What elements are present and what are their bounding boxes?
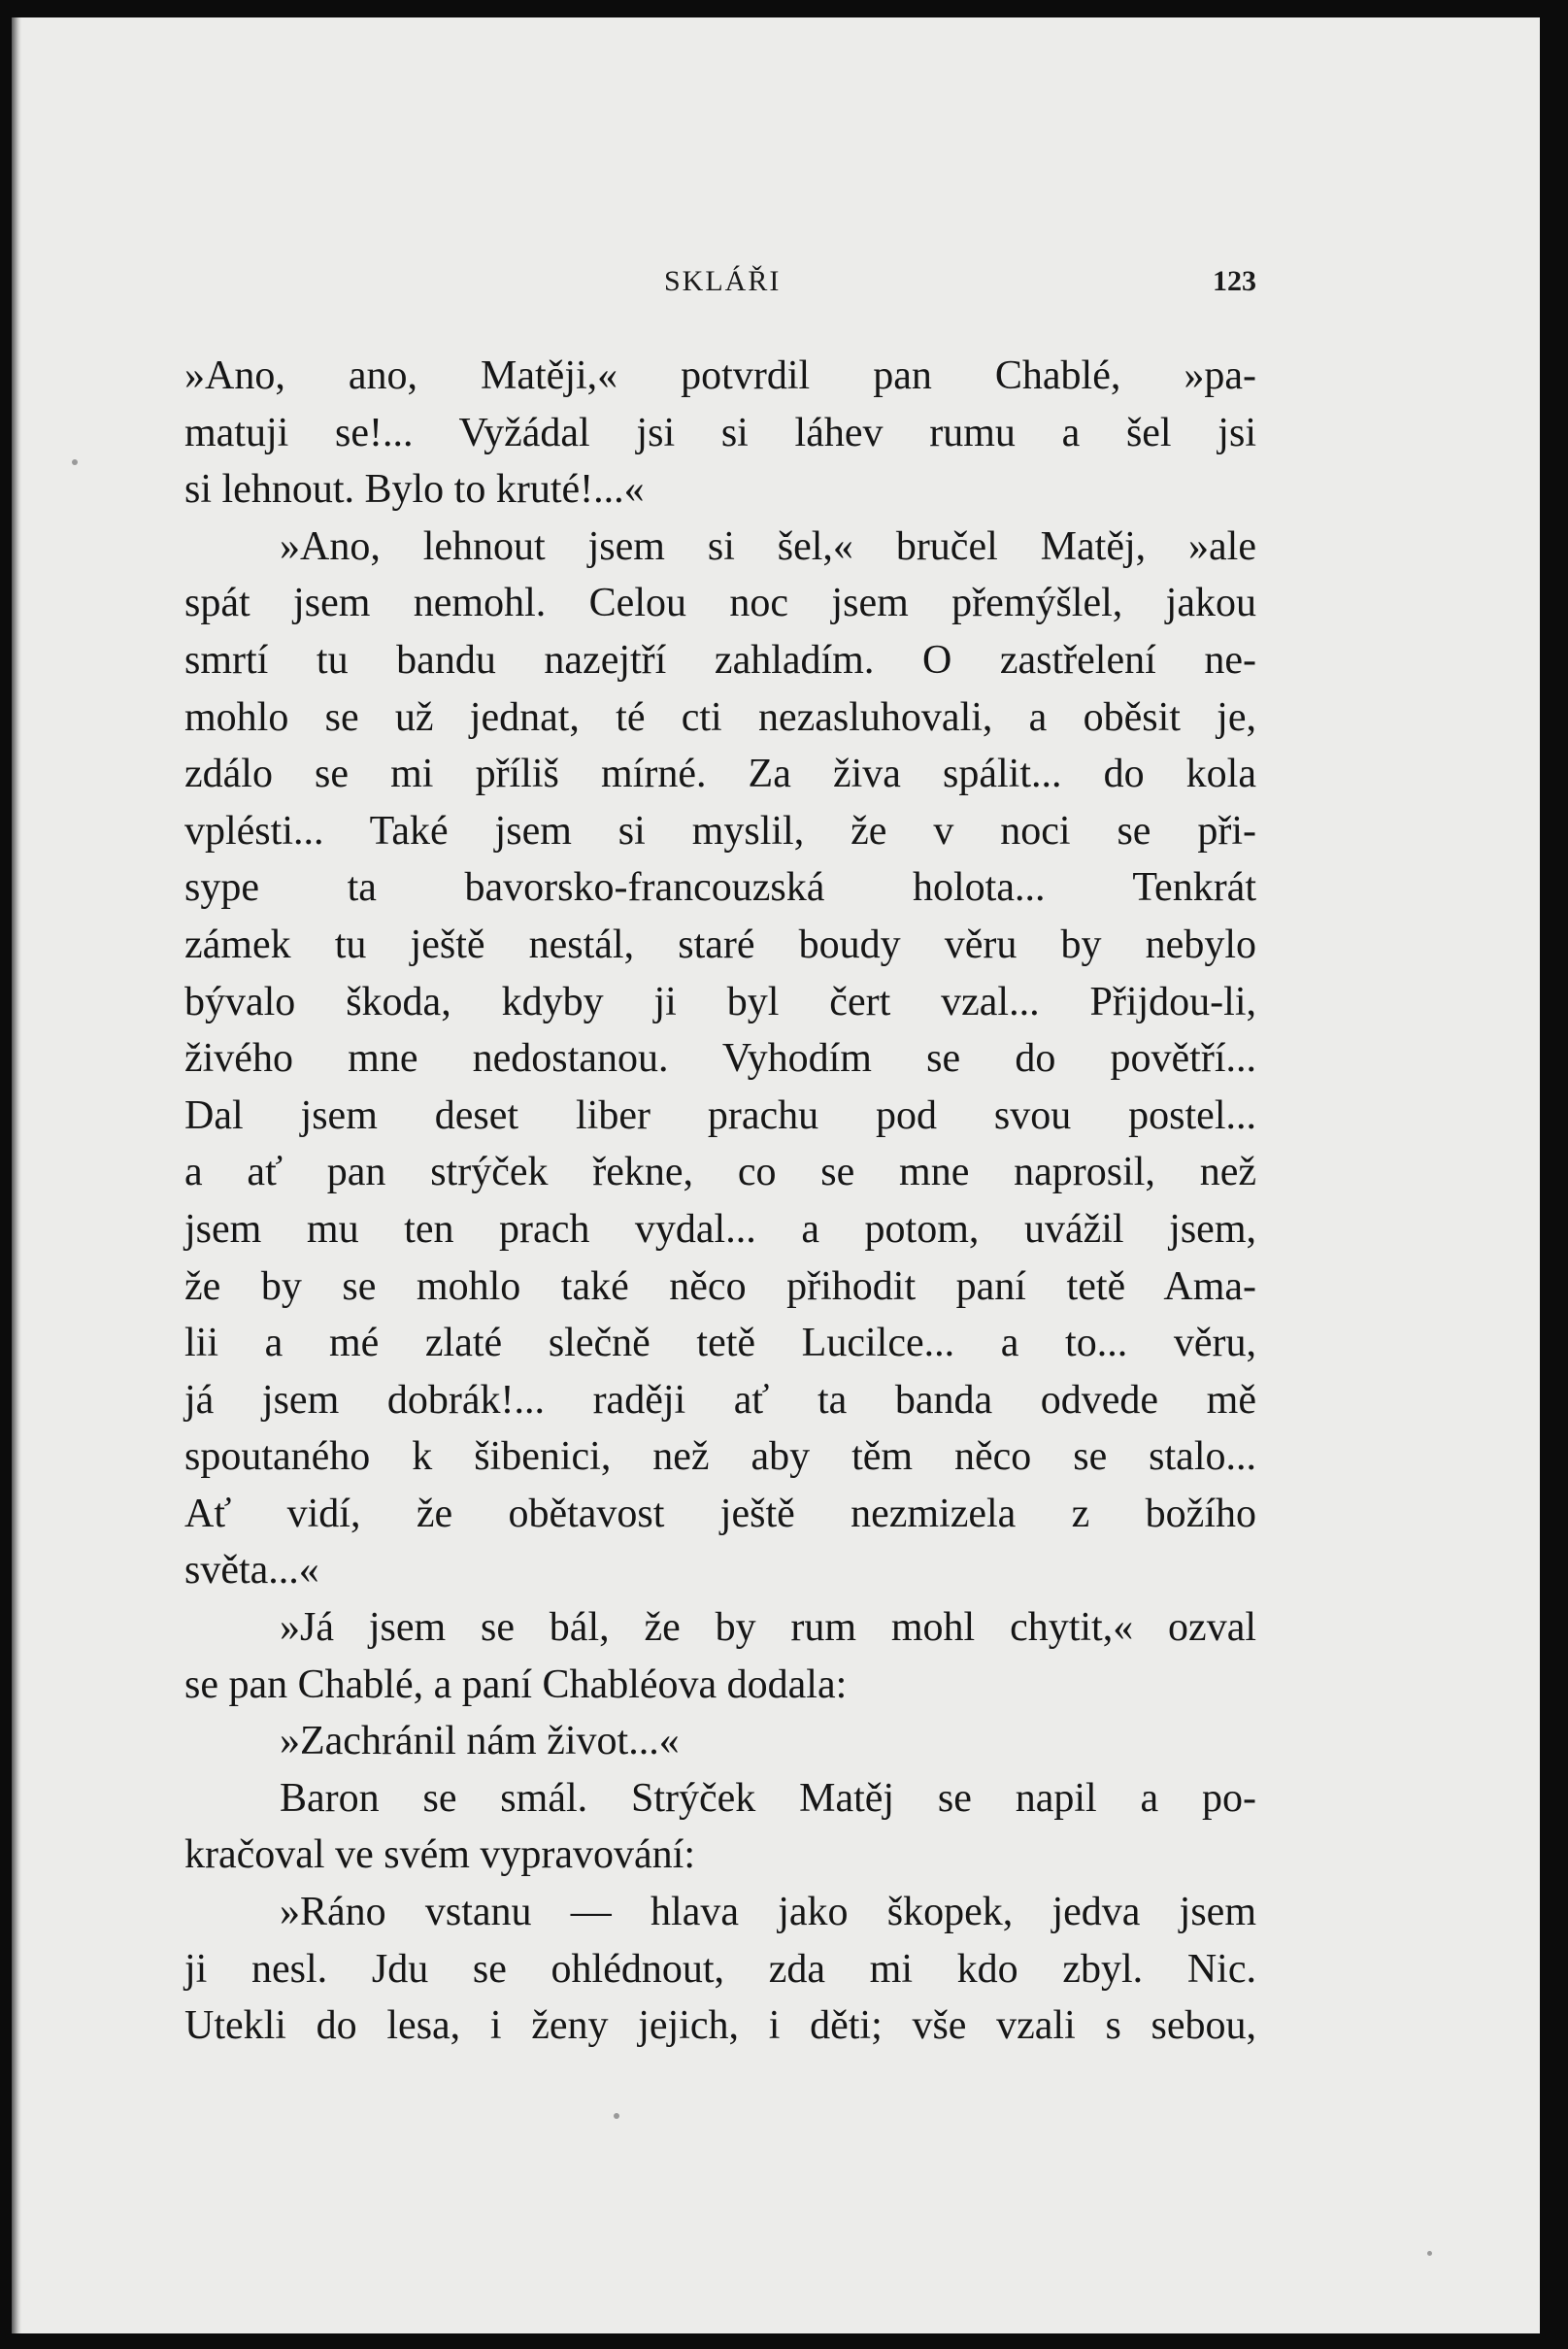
page-number: 123 — [1213, 265, 1256, 297]
text-line: lii a mé zlaté slečně tetě Lucilce... a to... věru, — [184, 1321, 1256, 1366]
text-line: »Zachránil nám život...« — [280, 1719, 680, 1764]
body-text — [184, 348, 1256, 2055]
paper-speck — [1427, 2251, 1432, 2256]
text-line: »Ano, ano, Matěji,« potvrdil pan Chablé, »pa- — [184, 353, 1256, 398]
text-line: že by se mohlo také něco přihodit paní tetě Ama- — [184, 1263, 1256, 1309]
text-line: světa...« — [184, 1548, 319, 1594]
text-line: spoutaného k šibenici, než aby těm něco se stalo... — [184, 1434, 1256, 1480]
text-line: se pan Chablé, a paní Chabléova dodala: — [184, 1661, 848, 1707]
text-line: já jsem dobrák!... raději ať ta banda odvede mě — [184, 1377, 1256, 1423]
text-line: bývalo škoda, kdyby ji byl čert vzal... Přijdou-li, — [184, 979, 1256, 1024]
book-page — [12, 17, 1540, 2333]
page-gutter-shadow — [12, 17, 21, 2333]
text-line: si lehnout. Bylo to kruté!...« — [184, 467, 645, 513]
text-line: »Ráno vstanu — hlava jako škopek, jedva jsem — [280, 1890, 1256, 1935]
text-line: »Já jsem se bál, že by rum mohl chytit,« ozval — [280, 1605, 1256, 1651]
text-line: Baron se smál. Strýček Matěj se napil a po- — [280, 1775, 1256, 1821]
text-line: sype ta bavorsko-francouzská holota... Tenkrát — [184, 865, 1256, 911]
text-line: mohlo se už jednat, té cti nezasluhovali, a oběsit je, — [184, 694, 1256, 740]
text-line: kračoval ve svém vypravování: — [184, 1832, 695, 1878]
text-line: ji nesl. Jdu se ohlédnout, zda mi kdo zbyl. Nic. — [184, 1946, 1256, 1992]
text-line: spát jsem nemohl. Celou noc jsem přemýšlel, jakou — [184, 581, 1256, 626]
text-line: Ať vidí, že obětavost ještě nezmizela z božího — [184, 1491, 1256, 1536]
running-head: SKLÁŘI — [664, 265, 782, 297]
text-line: jsem mu ten prach vydal... a potom, uvážil jsem, — [184, 1206, 1256, 1252]
text-line: »Ano, lehnout jsem si šel,« bručel Matěj, »ale — [280, 523, 1256, 569]
text-line: a ať pan strýček řekne, co se mne naprosil, než — [184, 1150, 1256, 1195]
paper-speck — [72, 459, 78, 465]
text-line: Dal jsem deset liber prachu pod svou postel... — [184, 1092, 1256, 1138]
text-line: Utekli do lesa, i ženy jejich, i děti; vše vzali s sebou, — [184, 2003, 1256, 2049]
text-line: smrtí tu bandu nazejtří zahladím. O zastřelení ne- — [184, 637, 1256, 683]
paper-speck — [614, 2113, 619, 2119]
text-line: vplésti... Také jsem si myslil, že v noci se při- — [184, 808, 1256, 854]
text-line: živého mne nedostanou. Vyhodím se do povětří... — [184, 1036, 1256, 1082]
page-header — [188, 265, 1256, 304]
text-line: zdálo se mi příliš mírné. Za živa spálit... do kola — [184, 752, 1256, 797]
text-line: matuji se!... Vyžádal jsi si láhev rumu a šel jsi — [184, 410, 1256, 455]
text-line: zámek tu ještě nestál, staré boudy věru by nebylo — [184, 922, 1256, 967]
